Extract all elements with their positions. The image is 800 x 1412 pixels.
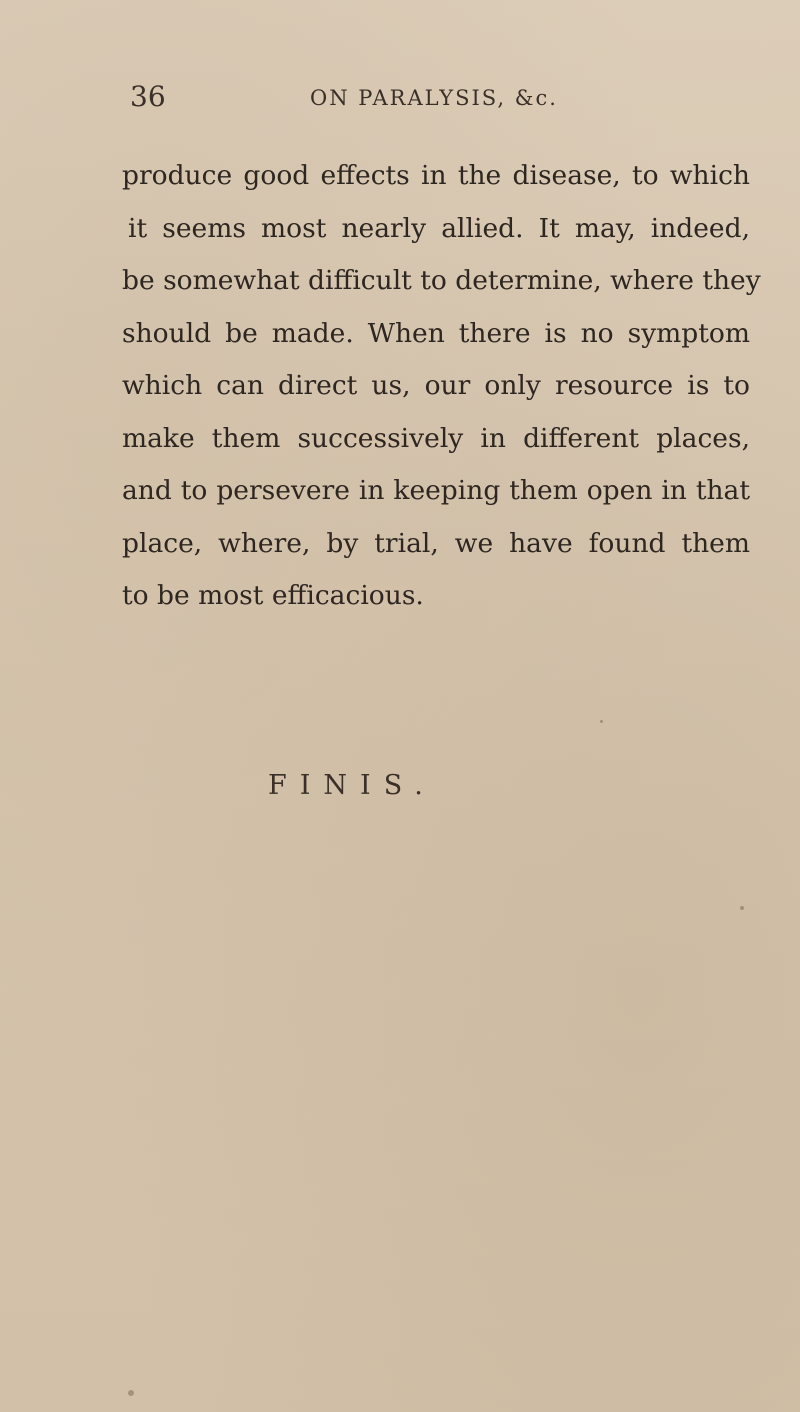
text-line: be somewhat difficult to determine, where they (122, 265, 761, 296)
text-line: to be most efficacious. (122, 580, 424, 611)
paper-speck (128, 1390, 134, 1396)
paper-speck (600, 720, 603, 723)
page-header (130, 80, 730, 130)
text-line: should be made. When there is no symptom (122, 317, 750, 349)
running-head: ON PARALYSIS, &c. (310, 86, 558, 110)
text-line: place, where, by trial, we have found them (122, 527, 750, 559)
finis-colophon: FINIS. (268, 770, 436, 801)
page-number: 36 (130, 80, 166, 113)
text-line: and to persevere in keeping them open in that (122, 475, 750, 506)
text-line: produce good effects in the disease, to which (122, 160, 750, 191)
text-line: make them successively in different places, (122, 422, 750, 454)
body-text (122, 150, 761, 623)
text-line: which can direct us, our only resource is to (122, 370, 750, 401)
paper-speck (740, 906, 744, 910)
text-line: it seems most nearly allied. It may, indeed, (128, 212, 750, 244)
